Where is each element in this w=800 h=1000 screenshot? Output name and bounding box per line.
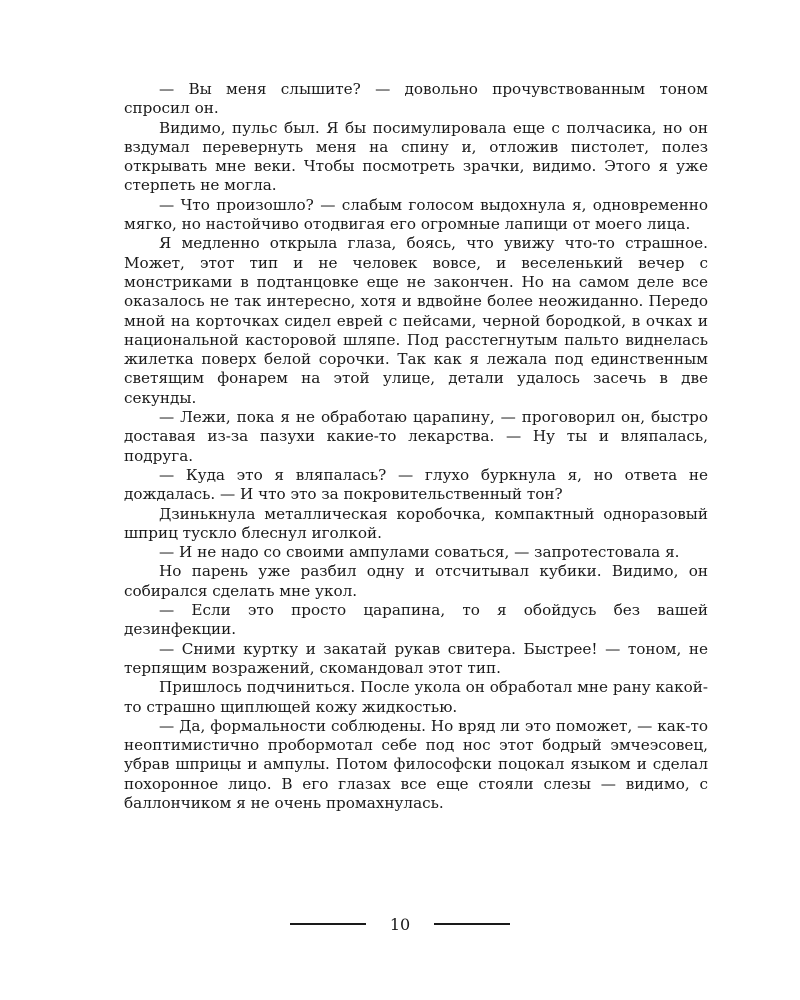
paragraph: Видимо, пульс был. Я бы посимулировала еще с полчасика, но он вздумал перевернуть меня на спину и, отложив пистолет, полез открывать мне веки. Чтобы посмотреть зрачки, видимо. Этого я уже стерпеть не могла.	[124, 118, 708, 195]
paragraph: — Куда это я вляпалась? — глухо буркнула я, но ответа не дождалась. — И что это за покровительственный тон?	[124, 465, 708, 504]
footer-rule-right	[434, 923, 510, 925]
paragraph: — Если это просто царапина, то я обойдусь без вашей дезинфекции.	[124, 601, 708, 639]
paragraph: Дзинькнула металлическая коробочка, компактный одноразовый шприц тускло блеснул иголкой.	[124, 504, 708, 542]
page-body	[124, 80, 708, 813]
page-footer	[0, 912, 800, 936]
page-number: 10	[389, 914, 411, 934]
paragraph: — Да, формальности соблюдены. Но вряд ли это поможет, — как-то неоптимистично пробормотал себе под нос этот бодрый эмчеэсовец, убрав шприцы и ампулы. Потом философски поцокал языком и сделал похоронное лицо. В его глазах все еще стояли слезы — видимо, с баллончиком я не очень промахнулась.	[124, 716, 708, 812]
paragraph: — Сними куртку и закатай рукав свитера. Быстрее! — тоном, не терпящим возражений, скомандовал этот тип.	[124, 639, 708, 677]
paragraph: Но парень уже разбил одну и отсчитывал кубики. Видимо, он собирался сделать мне укол.	[124, 562, 708, 600]
paragraph: — Лежи, пока я не обработаю царапину, — проговорил он, быстро доставая из-за пазухи какие-то лекарства. — Ну ты и вляпалась, подруга.	[124, 408, 708, 465]
paragraph: Пришлось подчиниться. После укола он обработал мне рану какой-то страшно щиплющей кожу жидкостью.	[124, 678, 708, 716]
paragraph: — И не надо со своими ампулами соваться, — запротестовала я.	[159, 543, 680, 562]
paragraph: — Вы меня слышите? — довольно прочувствованным тоном спросил он.	[124, 80, 708, 118]
paragraph: — Что произошло? — слабым голосом выдохнула я, одновременно мягко, но настойчиво отодвигая его огромные лапищи от моего лица.	[124, 195, 708, 234]
footer-rule-left	[290, 923, 366, 925]
paragraph: Я медленно открыла глаза, боясь, что увижу что-то страшное. Может, этот тип и не человек вовсе, и веселенький вечер с монстриками в подтанцовке еще не закончен. Но на самом деле все оказалось не так интересно, хотя и вдвойне более неожиданно. Передо мной на корточках сидел еврей с пейсами, черной бородкой, в очках и национальной касторовой шляпе. Под расстегнутым пальто виднелась жилетка поверх белой сорочки. Так как я лежала под единственным светящим фонарем на этой улице, детали удалось засечь в две секунды.	[124, 234, 708, 407]
